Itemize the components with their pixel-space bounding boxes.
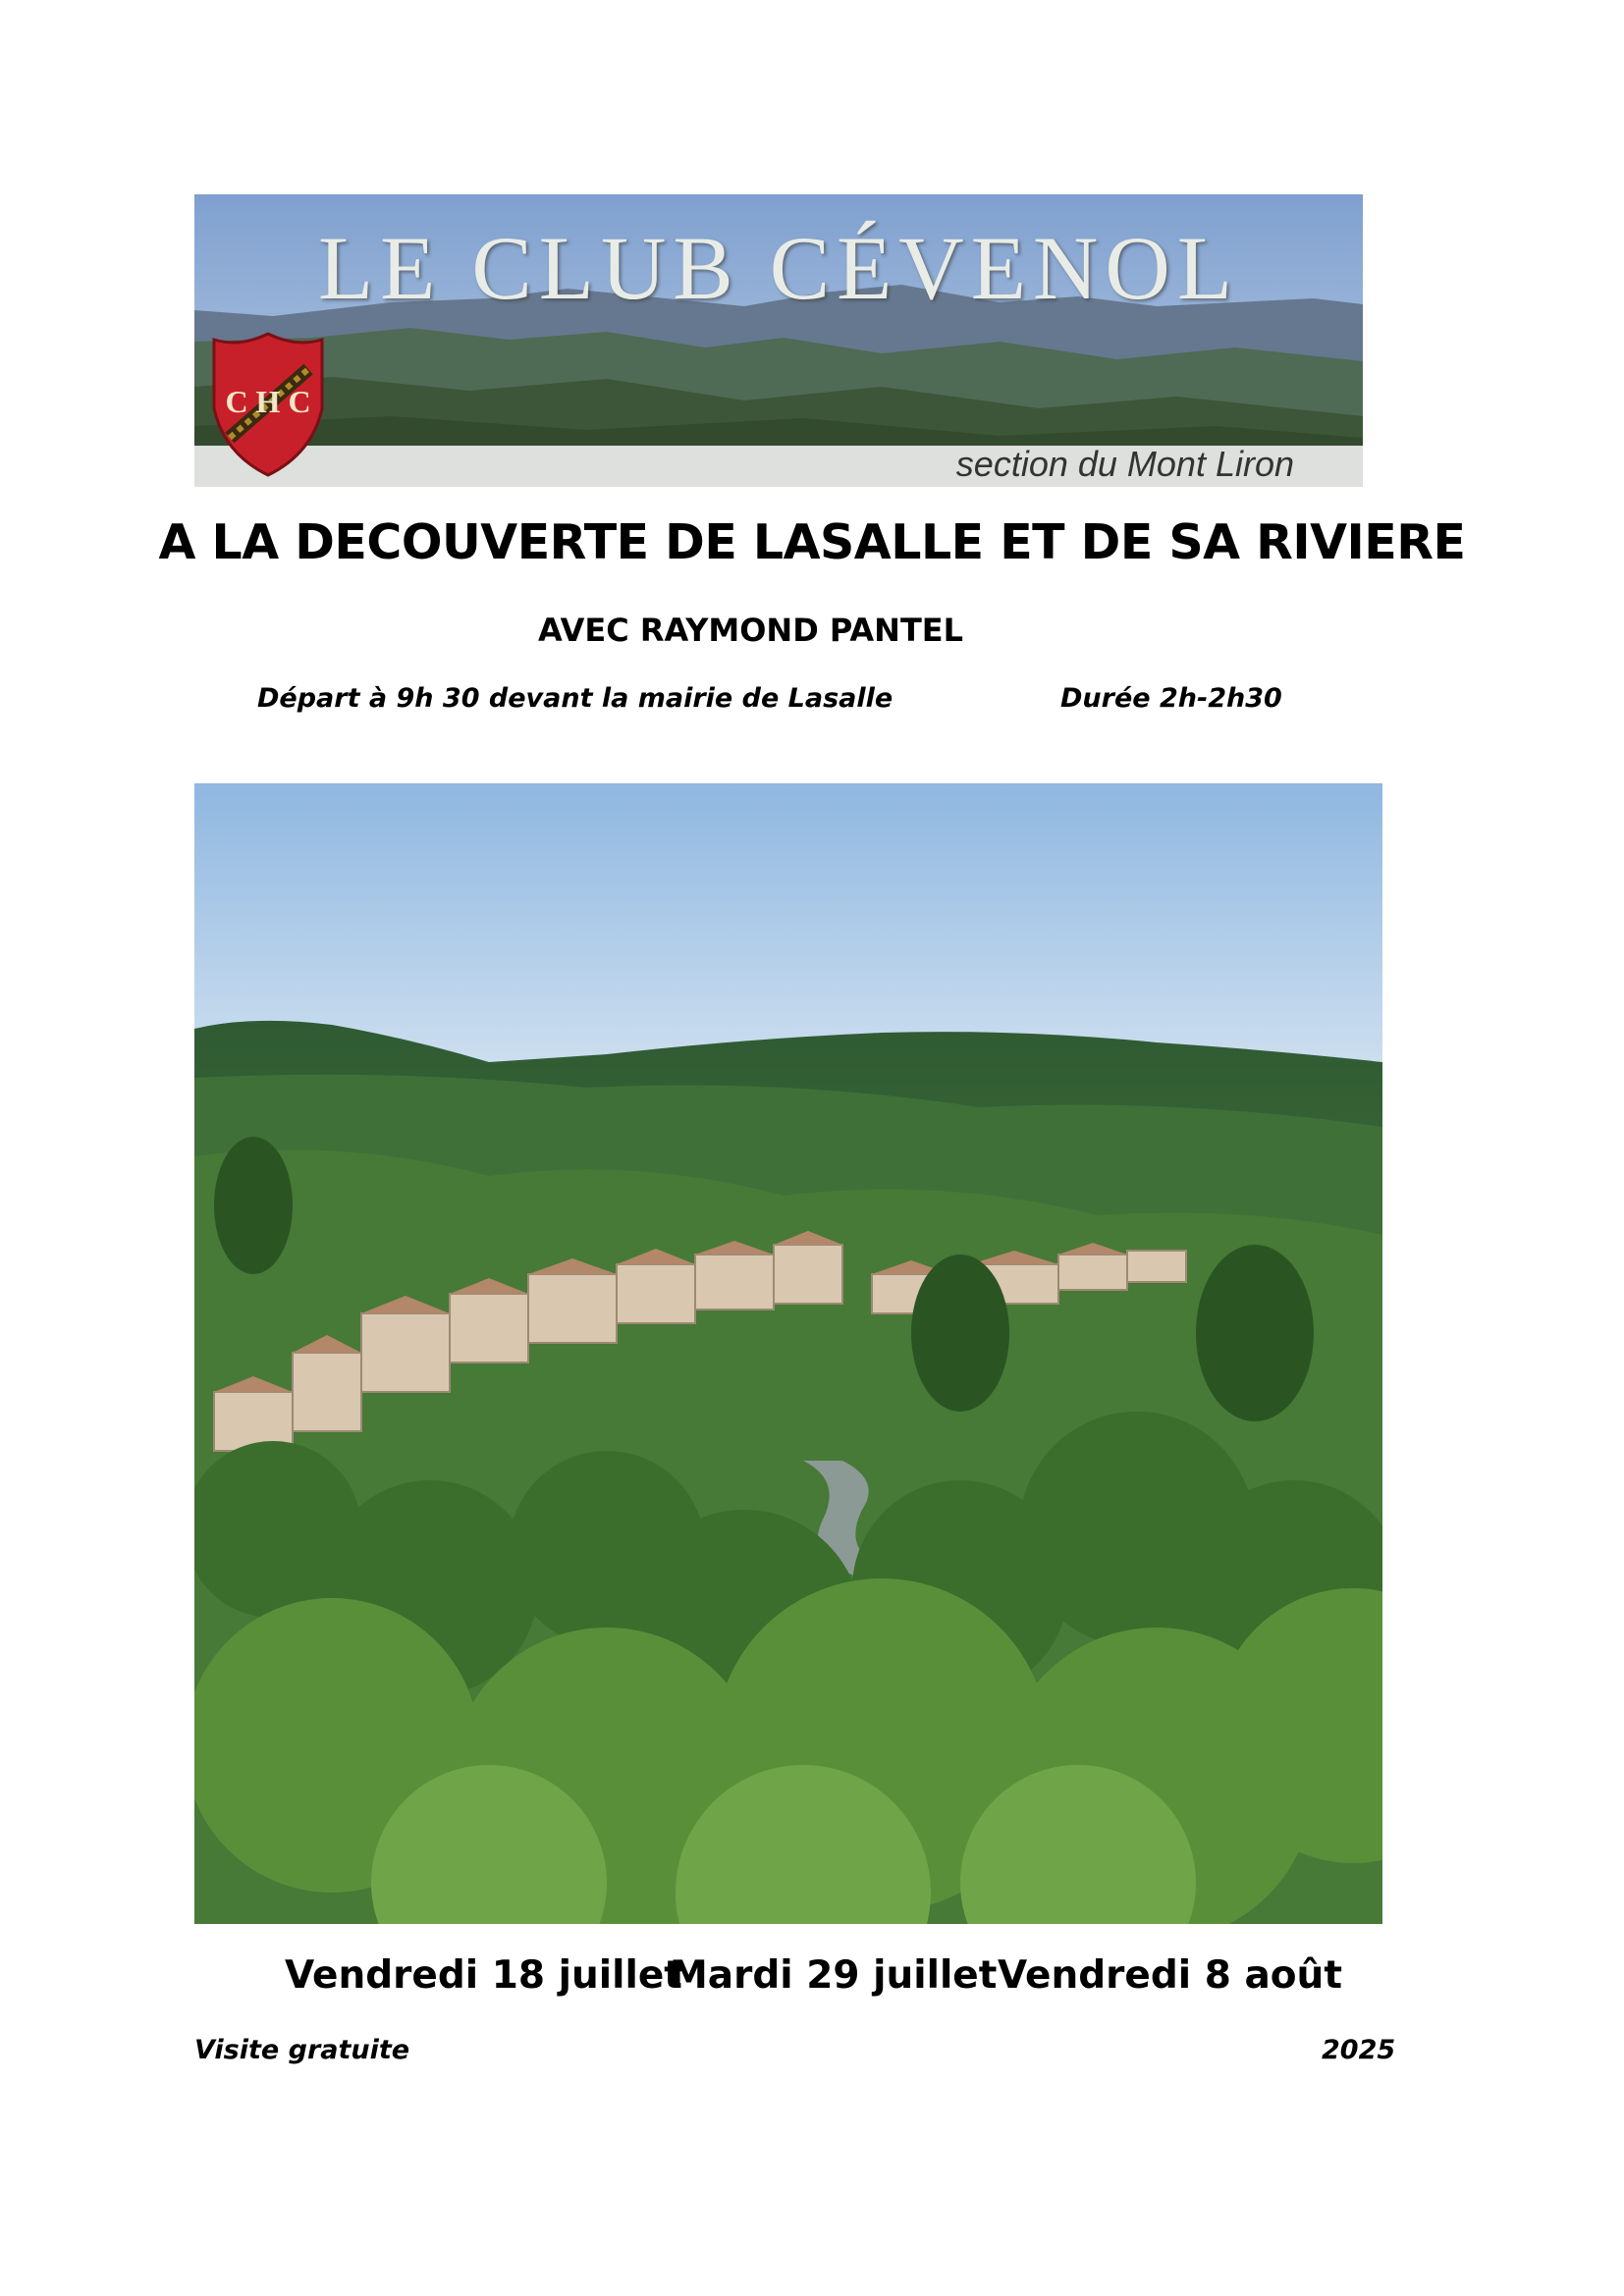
banner-strip [194, 446, 1363, 487]
free-visit-note: Visite gratuite [194, 2035, 410, 2065]
club-banner [194, 194, 1363, 487]
event-title: A LA DECOUVERTE DE LASALLE ET DE SA RIVIERE [158, 514, 1466, 570]
crest-letters: C H C [225, 384, 311, 419]
event-duration: Durée 2h-2h30 [1060, 683, 1282, 714]
banner-title: LE CLUB CÉVENOL [317, 218, 1240, 318]
club-crest-icon [210, 330, 326, 477]
village-photo [194, 783, 1382, 1924]
event-date: Vendredi 18 juillet [285, 1953, 682, 1998]
event-guide: AVEC RAYMOND PANTEL [538, 612, 964, 649]
event-date: Mardi 29 juillet [670, 1953, 998, 1998]
banner-subtitle: section du Mont Liron [955, 444, 1294, 484]
village-in-valley-image [194, 783, 1382, 1924]
year-label: 2025 [1322, 2035, 1396, 2065]
event-date: Vendredi 8 août [998, 1953, 1342, 1998]
event-departure: Départ à 9h 30 devant la mairie de Lasalle [257, 683, 893, 714]
